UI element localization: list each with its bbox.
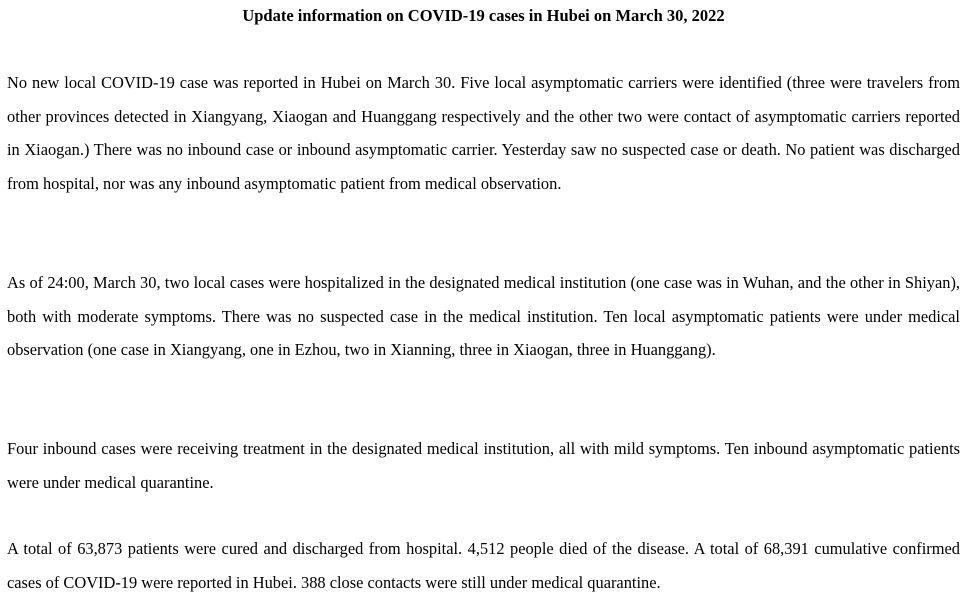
paragraph-local-cases: No new local COVID-19 case was reported in Hubei on March 30. Five local asymptomatic carriers were identified (three were travelers from other provinces detected in Xiangyang, Xiaogan and Huanggang respectively and the other two were contact of asymptomatic carriers reported in Xiaogan.) There was no inbound case or inbound asymptomatic carrier. Yesterday saw no suspected case or death. No patient was discharged from hospital, nor was any inbound asymptomatic patient from medical observation. xyxy=(7,73,960,193)
paragraph-inbound: Four inbound cases were receiving treatment in the designated medical institution, all with mild symptoms. Ten inbound asymptomatic patients were under medical quarantine. xyxy=(7,439,960,492)
paragraph-hospitalized: As of 24:00, March 30, two local cases were hospitalized in the designated medical institution (one case was in Wuhan, and the other in Shiyan), both with moderate symptoms. There was no suspected case in the medical institution. Ten local asymptomatic patients were under medical observation (one case in Xiangyang, one in Ezhou, two in Xianning, three in Xiaogan, three in Huanggang). xyxy=(7,273,960,359)
document-title: Update information on COVID-19 cases in Hubei on March 30, 2022 xyxy=(242,6,725,25)
paragraph-totals: A total of 63,873 patients were cured and discharged from hospital. 4,512 people died of the disease. A total of 68,391 cumulative confirmed cases of COVID-19 were reported in Hubei. 388 close contacts were still under medical quarantine. xyxy=(7,539,960,592)
